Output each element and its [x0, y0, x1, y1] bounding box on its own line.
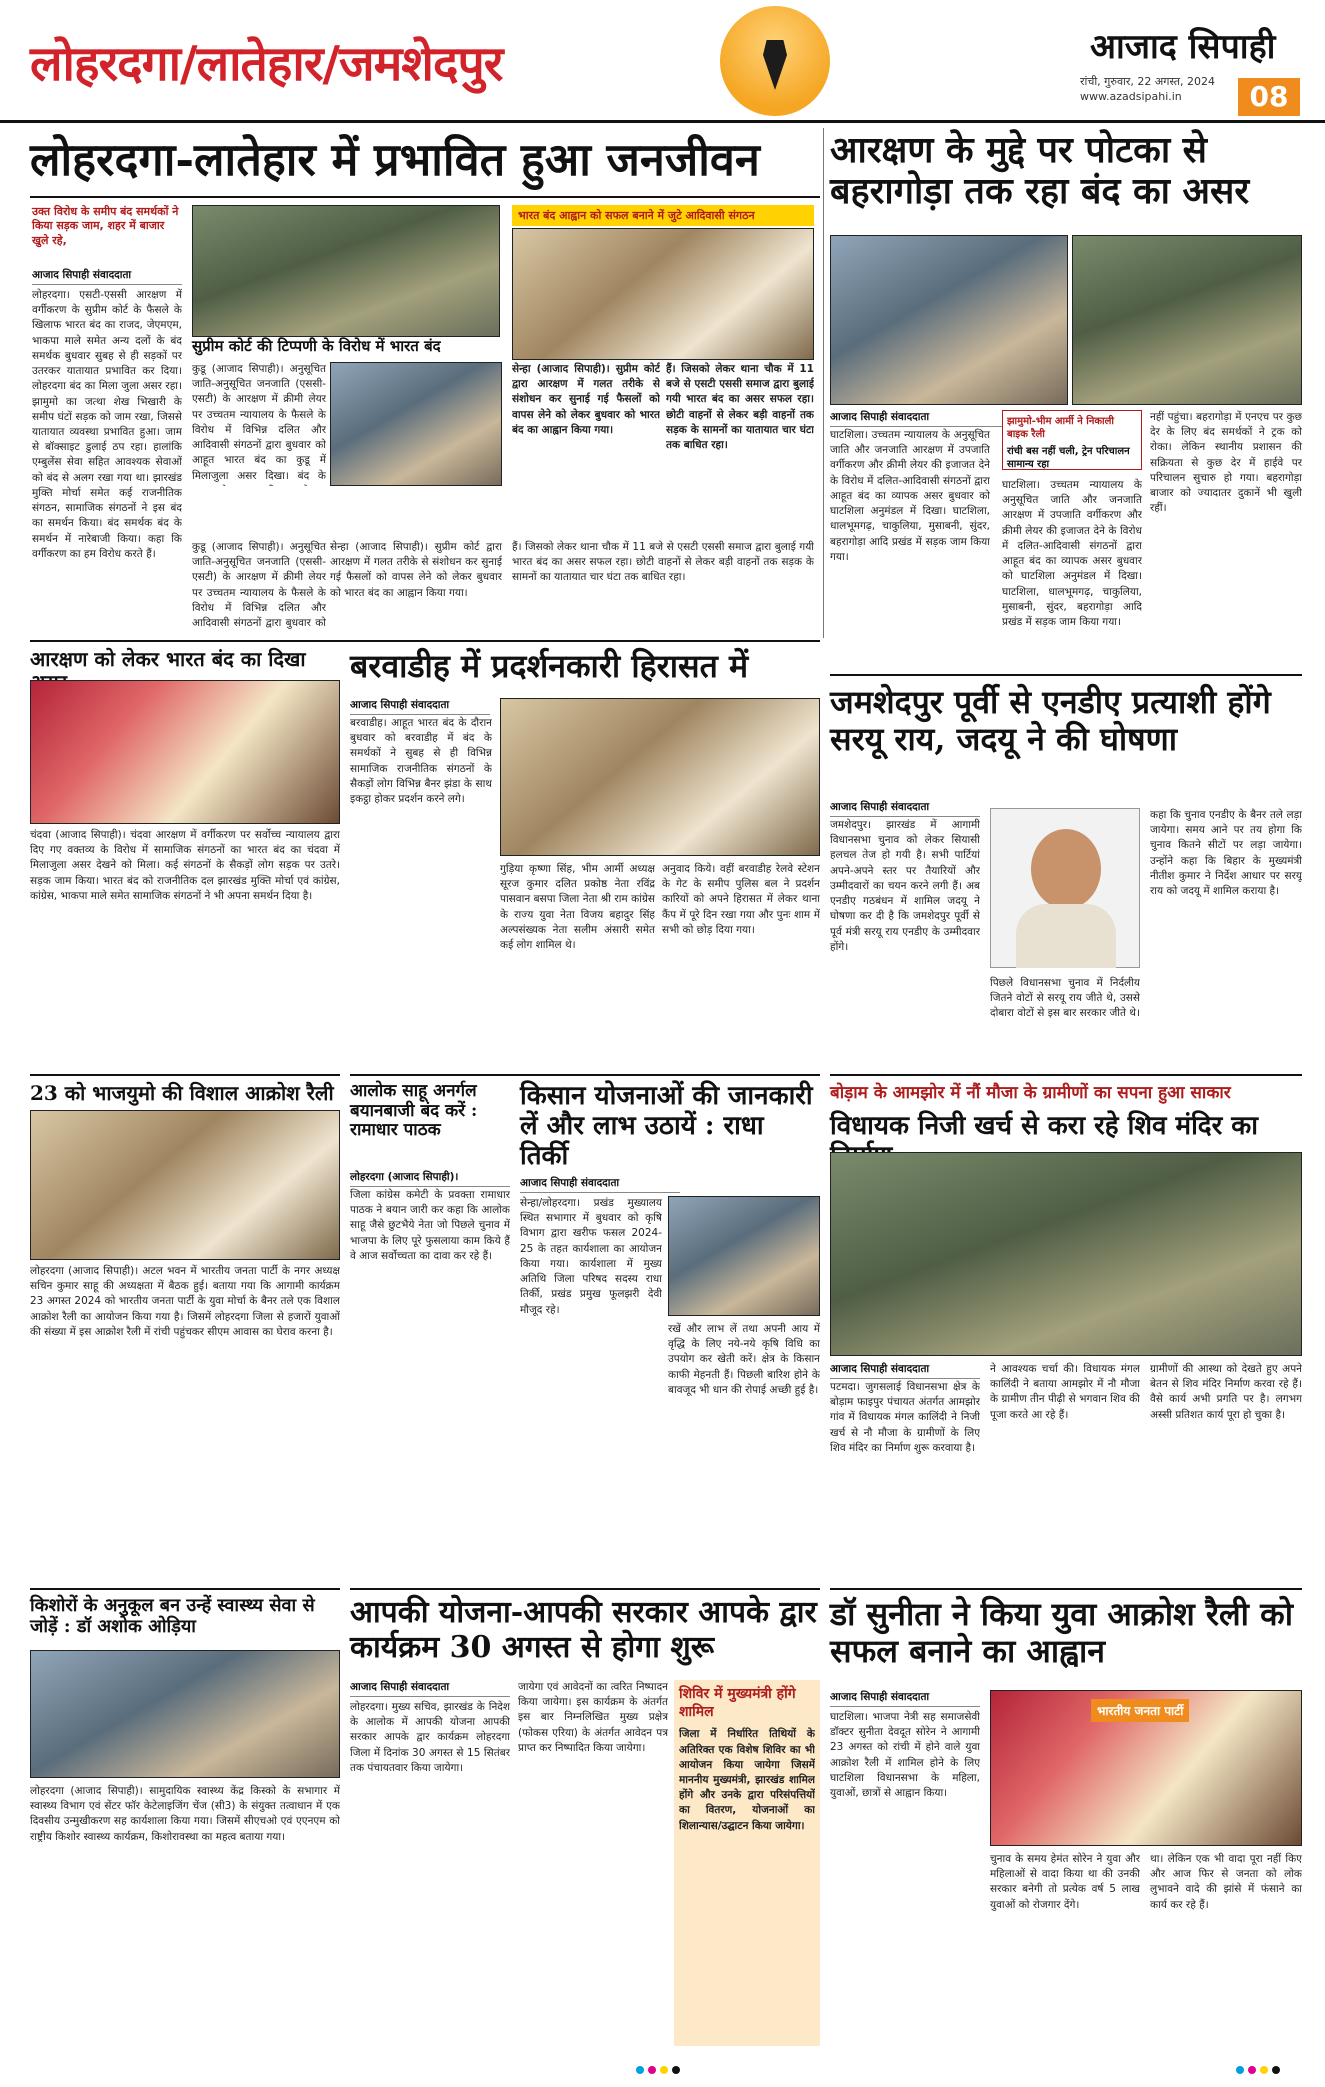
alok-body: जिला कांग्रेस कमेटी के प्रवक्ता रामाधार पाठक ने बयान जारी कर कहा कि आलोक साहू जैसे छुटभैये नेता जो पिछले चुनाव में भाजपा के लिए पूरे फुसलाया काम किये हैं वे आज सर्वोच्चता का दावा कर रहे हैं। — [350, 1189, 510, 1262]
sunita-col2: चुनाव के समय हेमंत सोरेन ने युवा और महिलाओं से वादा किया था की उनकी सरकार बनेगी तो प्रत्येक वर्ष 5 लाख युवाओं को रोजगार देंगे। — [990, 1853, 1140, 1911]
divider — [350, 1074, 820, 1076]
kisan-photo — [668, 1196, 820, 1316]
shiv-byline: आजाद सिपाही संवाददाता — [830, 1362, 980, 1379]
baravadih-photo — [500, 698, 820, 856]
yojana-box-heading: शिविर में मुख्यमंत्री होंगे शामिल — [679, 1686, 796, 1721]
right-top-col3: नहीं पहुंचा। बहरागोड़ा में एनएच पर कुछ देर के लिए बंद समर्थकों ने ट्रक को रोका। लेकिन स्थानीय प्रशासन की सक्रियता से कुछ देर में हाईवे पर परिचालन सुचारु हो गया। बहरागोड़ा बाजार को ज्यादातर दुकानें भी खुली रहीं। — [1150, 411, 1302, 515]
lead-photo-1 — [192, 205, 500, 337]
portrait-body — [1016, 904, 1116, 968]
divider — [830, 1074, 1302, 1076]
alok-headline: आलोक साहू अनर्गल बयानबाजी बंद करें : रामाधार पाठक — [350, 1081, 478, 1141]
yojana-col2: जायेगा एवं आवेदनों का त्वरित निष्पादन किया जायेगा। इस कार्यक्रम के अंतर्गत इस बार निम्नलिखित मुख्य प्रक्षेत्र (फोकस एरिया) के अंतर्गत आवेदन पत्र प्राप्त कर निष्पादित किया जायेगा। — [518, 1681, 668, 1754]
baravadih-byline: आजाद सिपाही संवाददाता — [350, 698, 490, 715]
kisan-headline: किसान योजनाओं की जानकारी लें और लाभ उठायें : राधा तिर्की — [520, 1081, 813, 1171]
divider — [30, 1588, 340, 1590]
shiv-kicker: बोड़ाम के आमझोर में नौं मौजा के ग्रामीणों का सपना हुआ साकार — [830, 1083, 1231, 1103]
nda-headline: जमशेदपुर पूर्वी से एनडीए प्रत्याशी होंगे सरयू राय, जदयू ने की घोषणा — [830, 683, 1271, 758]
baravadih-col3: अनुवाद किये। वहीं बरवाडीह रेलवे स्टेशन के गेट के समीप पुलिस बल ने प्रदर्शन कारियों को अपने हिरासत में लेकर थाना कैंप में पूरे दिन रखा गया और पुनः शाम में सभी को छोड़ दिया गया। — [662, 863, 820, 936]
health-photo — [30, 1650, 340, 1778]
aarakshan-photo — [30, 680, 340, 824]
lead-col4-body: हैं। जिसको लेकर थाना चौक में 11 बजे से एसटी एससी समाज द्वारा बुलाई गयी भारत बंद का असर सफल रहा। छोटी वाहनों से लेकर बड़ी वाहनों तक सड़क के सामनों का यातायात चार घंटा तक बाधित रहा। — [512, 541, 814, 584]
right-top-sidebar-sub: रांची बस नहीं चली, ट्रेन परिचालन सामान्य रहा — [1007, 446, 1130, 470]
right-top-col2: घाटशिला। उच्चतम न्यायालय के अनुसूचित जाति और जनजाति आरक्षण में उपजाति वर्गीकरण और क्रीमी लेयर की इजाजत देने के विरोध में दलित-आदिवासी संगठनों द्वारा आहूत बंद का व्यापक असर बुधवार को घाटशिला अनुमंडल में दिखा। घाटशिला, धालभूमगढ़, चाकुलिया, मुसाबनी, सुंदर, बहरागोड़ा आदि प्रखंड में सड़क जाम किया गया। — [1002, 479, 1142, 628]
baravadih-body: बरवाडीह। आहूत भारत बंद के दौरान बुधवार को बरवाडीह में बंद के समर्थकों ने सुबह से ही विभिन्न सामाजिक राजनीतिक संगठनों के सैकड़ों लोग विभिन्न बैनर झंडा के साथ इकट्ठा होकर प्रदर्शन करने लगे। — [350, 717, 492, 806]
page-number: 08 — [1238, 78, 1300, 116]
bjym-photo — [30, 1110, 340, 1260]
alok-byline: लोहरदगा (आजाद सिपाही)। — [350, 1170, 510, 1187]
bjym-headline: 23 को भाजयुमो की विशाल आक्रोश रैली — [30, 1081, 334, 1105]
yojana-headline: आपकी योजना-आपकी सरकार आपके द्वार कार्यक्रम 30 अगस्त से होगा शुरू — [350, 1595, 817, 1665]
registration-marks — [0, 2060, 1325, 2080]
sunita-body: घाटशिला। भाजपा नेत्री सह समाजसेवी डॉक्टर सुनीता देवदूत सोरेन ने आगामी 23 अगस्त को रांची में होने वाले युवा आक्रोश रैली में शामिल होने के लिए घाटशिला विधानसभा के महिला, युवाओं, छात्रों से आह्वान किया। — [830, 1711, 980, 1800]
kisan-body: सेन्हा/लोहरदगा। प्रखंड मुख्यालय स्थित सभागार में बुधवार को कृषि विभाग द्वारा खरीफ फसल 2024-25 के तहत कार्यशाला का आयोजन किया गया। कार्यशाला में मुख्य अतिथि जिला परिषद सदस्य राधा तिर्की, प्रखंड प्रमुख फूलझरी देवी मौजूद रहे। — [520, 1197, 662, 1316]
sunita-byline: आजाद सिपाही संवाददाता — [830, 1690, 980, 1707]
right-top-body: घाटशिला। उच्चतम न्यायालय के अनुसूचित जाति और जनजाति आरक्षण में उपजाति वर्गीकरण और क्रीमी लेयर की इजाजत देने के विरोध में दलित-आदिवासी संगठनों द्वारा आहूत बंद का व्यापक असर बुधवार को घाटशिला अनुमंडल में दिखा। घाटशिला, धालभूमगढ़, चाकुलिया, मुसाबनी, सुंदर, बहरागोड़ा आदि प्रखंड में सड़क जाम किया गया। — [830, 429, 990, 563]
lead-byline: आजाद सिपाही संवाददाता — [32, 268, 182, 285]
shiv-photo — [830, 1152, 1302, 1356]
yojana-byline: आजाद सिपाही संवाददाता — [350, 1680, 510, 1697]
lead-col2-body-cont: कुडू (आजाद सिपाही)। अनुसूचित जाति-अनुसूचित जनजाति (एससी-एसटी) के आरक्षण में क्रीमी लेयर पर उच्चतम न्यायालय के फैसले के विरोध में विभिन्न दलित और आदिवासी संगठनों द्वारा बुधवार को — [192, 541, 326, 630]
yojana-body: लोहरदगा। मुख्य सचिव, झारखंड के निदेश के आलोक में आपकी योजना आपकी सरकार आपके द्वार कार्यक्रम लोहरदगा जिला में दिनांक 30 अगस्त से 15 सितंबर तक पंचायतवार किया जायेगा। — [350, 1701, 510, 1774]
divider — [30, 640, 820, 642]
divider — [830, 1588, 1302, 1590]
baravadih-headline: बरवाडीह में प्रदर्शनकारी हिरासत में — [350, 647, 749, 685]
lead-col3-body: सेन्हा (आजाद सिपाही)। सुप्रीम कोर्ट द्वारा आरक्षण में गलत तरीके से संशोधन कर सुनाई गई फैसलों को वापस लेने को लेकर बुधवार को भारत बंद का आह्वान किया गया। — [330, 541, 502, 599]
lead-body: लोहरदगा। एसटी-एससी आरक्षण में वर्गीकरण के सुप्रीम कोर्ट के फैसले के खिलाफ भारत बंद का राजद, जेएमएम, भाकपा माले समेत अन्य दलों के बंद समर्थक बुधवार सुबह से ही सड़कों पर उतरकर यातायात प्रभावित कर दिया। लोहरदगा बंद का मिला जुला असर रहा। झामुमो का जत्था शेख भिखारी के समीप घंटों सड़क को जाम रखा, जिससे यातायात व्यवस्था प्रभावित हुआ। जाम से बॉक्साइट डुलाई ठप रहा। हालांकि एम्बुलेंस सेवा सहित आवश्यक सेवाओं को बंद से अलग रखा गया था। झारखंड मुक्ति मोर्चा समेत कई राजनीतिक संगठन, सामाजिक संगठनों ने इस बंद का समर्थन किया। बंद समर्थक बंद के समर्थन में नारेबाजी किया। कहा कि वर्गीकरण का हम विरोध करते हैं। — [32, 289, 182, 560]
shiv-headline: विधायक निजी खर्च से करा रहे शिव मंदिर का — [830, 1111, 1258, 1141]
divider — [830, 674, 1302, 676]
yojana-box-body: जिला में निर्धारित तिथियों के अतिरिक्त एक विशेष शिविर का भी आयोजन किया जायेगा जिसमें माननीय मुख्यमंत्री, झारखंड शामिल होंगे और उनके द्वारा परिसंपत्तियों का वितरण, योजनाओं का शिलान्यास/उद्घाटन किया जायेगा। — [679, 1728, 815, 1832]
sunita-photo — [990, 1690, 1302, 1846]
column-divider — [823, 128, 824, 638]
nda-col3: कहा कि चुनाव एनडीए के बैनर तले लड़ा जायेगा। समय आने पर तय होगा कि चुनाव कितने सीटों पर लड़ा जायेगा। उन्होंने कहा कि बिहार के मुख्यमंत्री नीतीश कुमार ने निर्देश आधार पर सरयू राय को जदयू में शामिल कराया है। — [1150, 809, 1302, 898]
lead-photo-2 — [512, 228, 814, 360]
nda-byline: आजाद सिपाही संवाददाता — [830, 800, 980, 817]
right-top-photo-1 — [830, 235, 1068, 405]
divider — [30, 196, 820, 198]
divider — [30, 1074, 340, 1076]
baravadih-col2: गुड़िया कृष्णा सिंह, भीम आर्मी अध्यक्ष सूरज कुमार दलित प्रकोष्ठ नेता रविंद्र पासवान बसपा जिला नेता श्री राम कांग्रेस के राज्य युवा नेता विजय बहादुर सिंह अल्पसंख्यक नेता सलीम अंसारी समेत कई लोग शामिल थे। — [500, 863, 655, 952]
lead-photo-inset — [330, 362, 502, 486]
bjym-body: लोहरदगा (आजाद सिपाही)। अटल भवन में भारतीय जनता पार्टी के नगर अध्यक्ष सचिन कुमार साहू की अध्यक्षता में बैठक हुई। बताया गया कि आगामी कार्यक्रम 23 अगस्त 2024 को भारतीय जनता पार्टी के युवा मोर्चा के बैनर तले एक विशाल आक्रोश रैली का आयोजन किया गया है। जिसमें लोहरदगा जिला से हजारों युवाओं की संख्या में इस आक्रोश रैली में रांची पहुंचकर सीएम आवास का घेराव करना है। — [30, 1265, 340, 1338]
nda-col-bottom: पिछले विधानसभा चुनाव में निर्दलीय जितने वोटों से सरयू राय जीते थे, उससे दोबारा वोटों से इस बार सरकार जीते थे। — [990, 977, 1140, 1020]
divider — [350, 1588, 820, 1590]
nda-portrait — [990, 808, 1140, 968]
shiv-col2: ने आवश्यक चर्चा की। विधायक मंगल कालिंदी ने बताया आमझोर में नौ मौजा के ग्रामीण तीन पीढ़ी से भगवान शिव की पूजा करते आ रहे हैं। — [990, 1363, 1140, 1421]
lead-col2-body: कुडू (आजाद सिपाही)। अनुसूचित जाति-अनुसूचित जनजाति (एससी-एसटी) के आरक्षण में क्रीमी लेयर पर उच्चतम न्यायालय के फैसले के विरोध में विभिन्न दलित और आदिवासी संगठनों द्वारा बुधवार को आहूत भारत बंद का कुडू में मिलाजुला असर दिखा। बंद के — [192, 363, 326, 482]
right-top-photo-2 — [1072, 235, 1302, 405]
kisan-byline: आजाद सिपाही संवाददाता — [520, 1176, 680, 1193]
sunita-col3: था। लेकिन एक भी वादा पूरा नहीं किए और आज फिर से जनता को लोक लुभावने वादे की झांसे में फंसाने का कार्य कर रहे हैं। — [1150, 1853, 1302, 1911]
lead-photo2-caption: भारत बंद आह्वान को सफल बनाने में जुटे आदिवासी संगठन — [512, 205, 814, 226]
portrait-face — [1031, 829, 1101, 909]
right-top-byline: आजाद सिपाही संवाददाता — [830, 410, 1010, 427]
right-top-sidebar — [1002, 410, 1142, 470]
masthead-rule — [0, 120, 1325, 123]
right-top-sidebar-heading: झामुमो-भीम आर्मी ने निकाली बाइक रैली — [1007, 416, 1115, 440]
yojana-sidebar — [674, 1680, 820, 2046]
shiv-col3: ग्रामीणों की आस्था को देखते हुए अपने बेतन से शिव मंदिर निर्माण करवा रहे हैं। वैसे कार्य अभी प्रगति पर है। लगभग अस्सी प्रतिशत कार्य पूरा हो चुका है। — [1150, 1363, 1302, 1421]
lead-col4-lead: हैं। जिसको लेकर थाना चौक में 11 बजे से एसटी एससी समाज द्वारा बुलाई गयी भारत बंद का असर सफल रहा। छोटी वाहनों से लेकर बड़ी वाहनों तक सड़क के सामनों का यातायात चार घंटा तक बाधित रहा। — [666, 363, 814, 452]
section-title: लोहरदगा/लातेहार/जमशेदपुर — [30, 36, 503, 92]
right-top-headline: आरक्षण के मुद्दे पर पोटका से बहरागोड़ा तक रहा बंद का असर — [830, 129, 1250, 213]
lead-kicker: उक्त विरोध के समीप बंद समर्थकों ने किया सड़क जाम, शहर में बाजार खुले रहे, — [32, 205, 179, 247]
dateline: रांची, गुरुवार, 22 अगस्त, 2024 — [1080, 75, 1216, 88]
health-body: लोहरदगा (आजाद सिपाही)। सामुदायिक स्वास्थ्य केंद्र किस्को के सभागार में स्वास्थ्य विभाग एवं सेंटर फॉर केटेलाइजिंग चेंज (सी3) के संयुक्त तत्वाधान में एक दिवसीय उन्मुखीकरण सह कार्यशाला किया गया। जिसमें सीएचओ एवं एएनएम को राष्ट्रीय किशोर स्वास्थ्य कार्यक्रम, किशोरावस्था का महत्व बताया गया। — [30, 1785, 340, 1843]
lead-col3-lead: सेन्हा (आजाद सिपाही)। सुप्रीम कोर्ट द्वारा आरक्षण में गलत तरीके से संशोधन कर सुनाई गई फैसलों को वापस लेने को लेकर बुधवार को भारत बंद का आह्वान किया गया। — [512, 363, 660, 436]
health-headline: किशोरों के अनुकूल बन उन्हें स्वास्थ्य सेवा से जोड़ें : डॉ अशोक ओड़िया — [30, 1595, 315, 1637]
nda-body: जमशेदपुर। झारखंड में आगामी विधानसभा चुनाव को लेकर सियासी हलचल तेज हो गयी है। सभी पार्टियां अपने-अपने स्तर पर तैयारियों और उम्मीदवारों का चयन करने लगी हैं। अब एनडीए गठबंधन में शामिल जदयू ने घोषणा कर दी है कि जमशेदपुर पूर्वी से पूर्व मंत्री सरयू राय एनडीए के उम्मीदवार होंगे। — [830, 819, 980, 953]
shiv-body: पटमदा। जुगसलाई विधानसभा क्षेत्र के बोड़ाम फाइपुर पंचायत अंतर्गत आमझोर गांव में विधायक मंगल कालिंदी ने निजी खर्च से नौ मौजा के ग्रामीणों के लिए शिव मंदिर का निर्माण शुरू करवाया है। — [830, 1381, 980, 1454]
sunita-photo-banner: भारतीय जनता पार्टी — [1091, 1699, 1189, 1722]
website-link[interactable]: www.azadsipahi.in — [1080, 90, 1182, 103]
aarakshan-body: चंदवा (आजाद सिपाही)। चंदवा आरक्षण में वर्गीकरण पर सर्वोच्च न्यायालय द्वारा दिए गए वक्तव्य के विरोध में सामाजिक संगठनों का भारत बंद का चंदवा में मिलाजुला असर देखने को मिला। कई संगठनों के सैकड़ों लोग सड़क पर उतरे। सड़क जाम किया। भारत बंद को राजनीतिक दल झारखंड मुक्ति मोर्चा एवं कांग्रेस, कांग्रेस, भाकपा माले समेत सामाजिक संगठनों ने भी अपना समर्थन दिया है। — [30, 829, 340, 902]
sunita-headline: डॉ सुनीता ने किया युवा आक्रोश रैली को सफल बनाने का आह्वान — [830, 1595, 1293, 1670]
aarakshan-headline: आरक्षण को लेकर भारत बंद का दिखा — [30, 647, 306, 671]
lead-headline: लोहरदगा-लातेहार में प्रभावित हुआ जनजीवन — [30, 133, 760, 186]
lead-photo1-caption: सुप्रीम कोर्ट की टिप्पणी के विरोध में भारत बंद — [192, 338, 500, 355]
newspaper-brand: आजाद सिपाही — [1090, 27, 1276, 67]
kisan-col2: रखें और लाभ लें तथा अपनी आय में वृद्धि के लिए नये-नये कृषि विधि का उपयोग कर खेती करें। क्षेत्र के किसान काफी मेहनती हैं। पिछली बारिश होने के बावजूद भी धान की रोपाई अच्छी हुई है। — [668, 1323, 820, 1396]
